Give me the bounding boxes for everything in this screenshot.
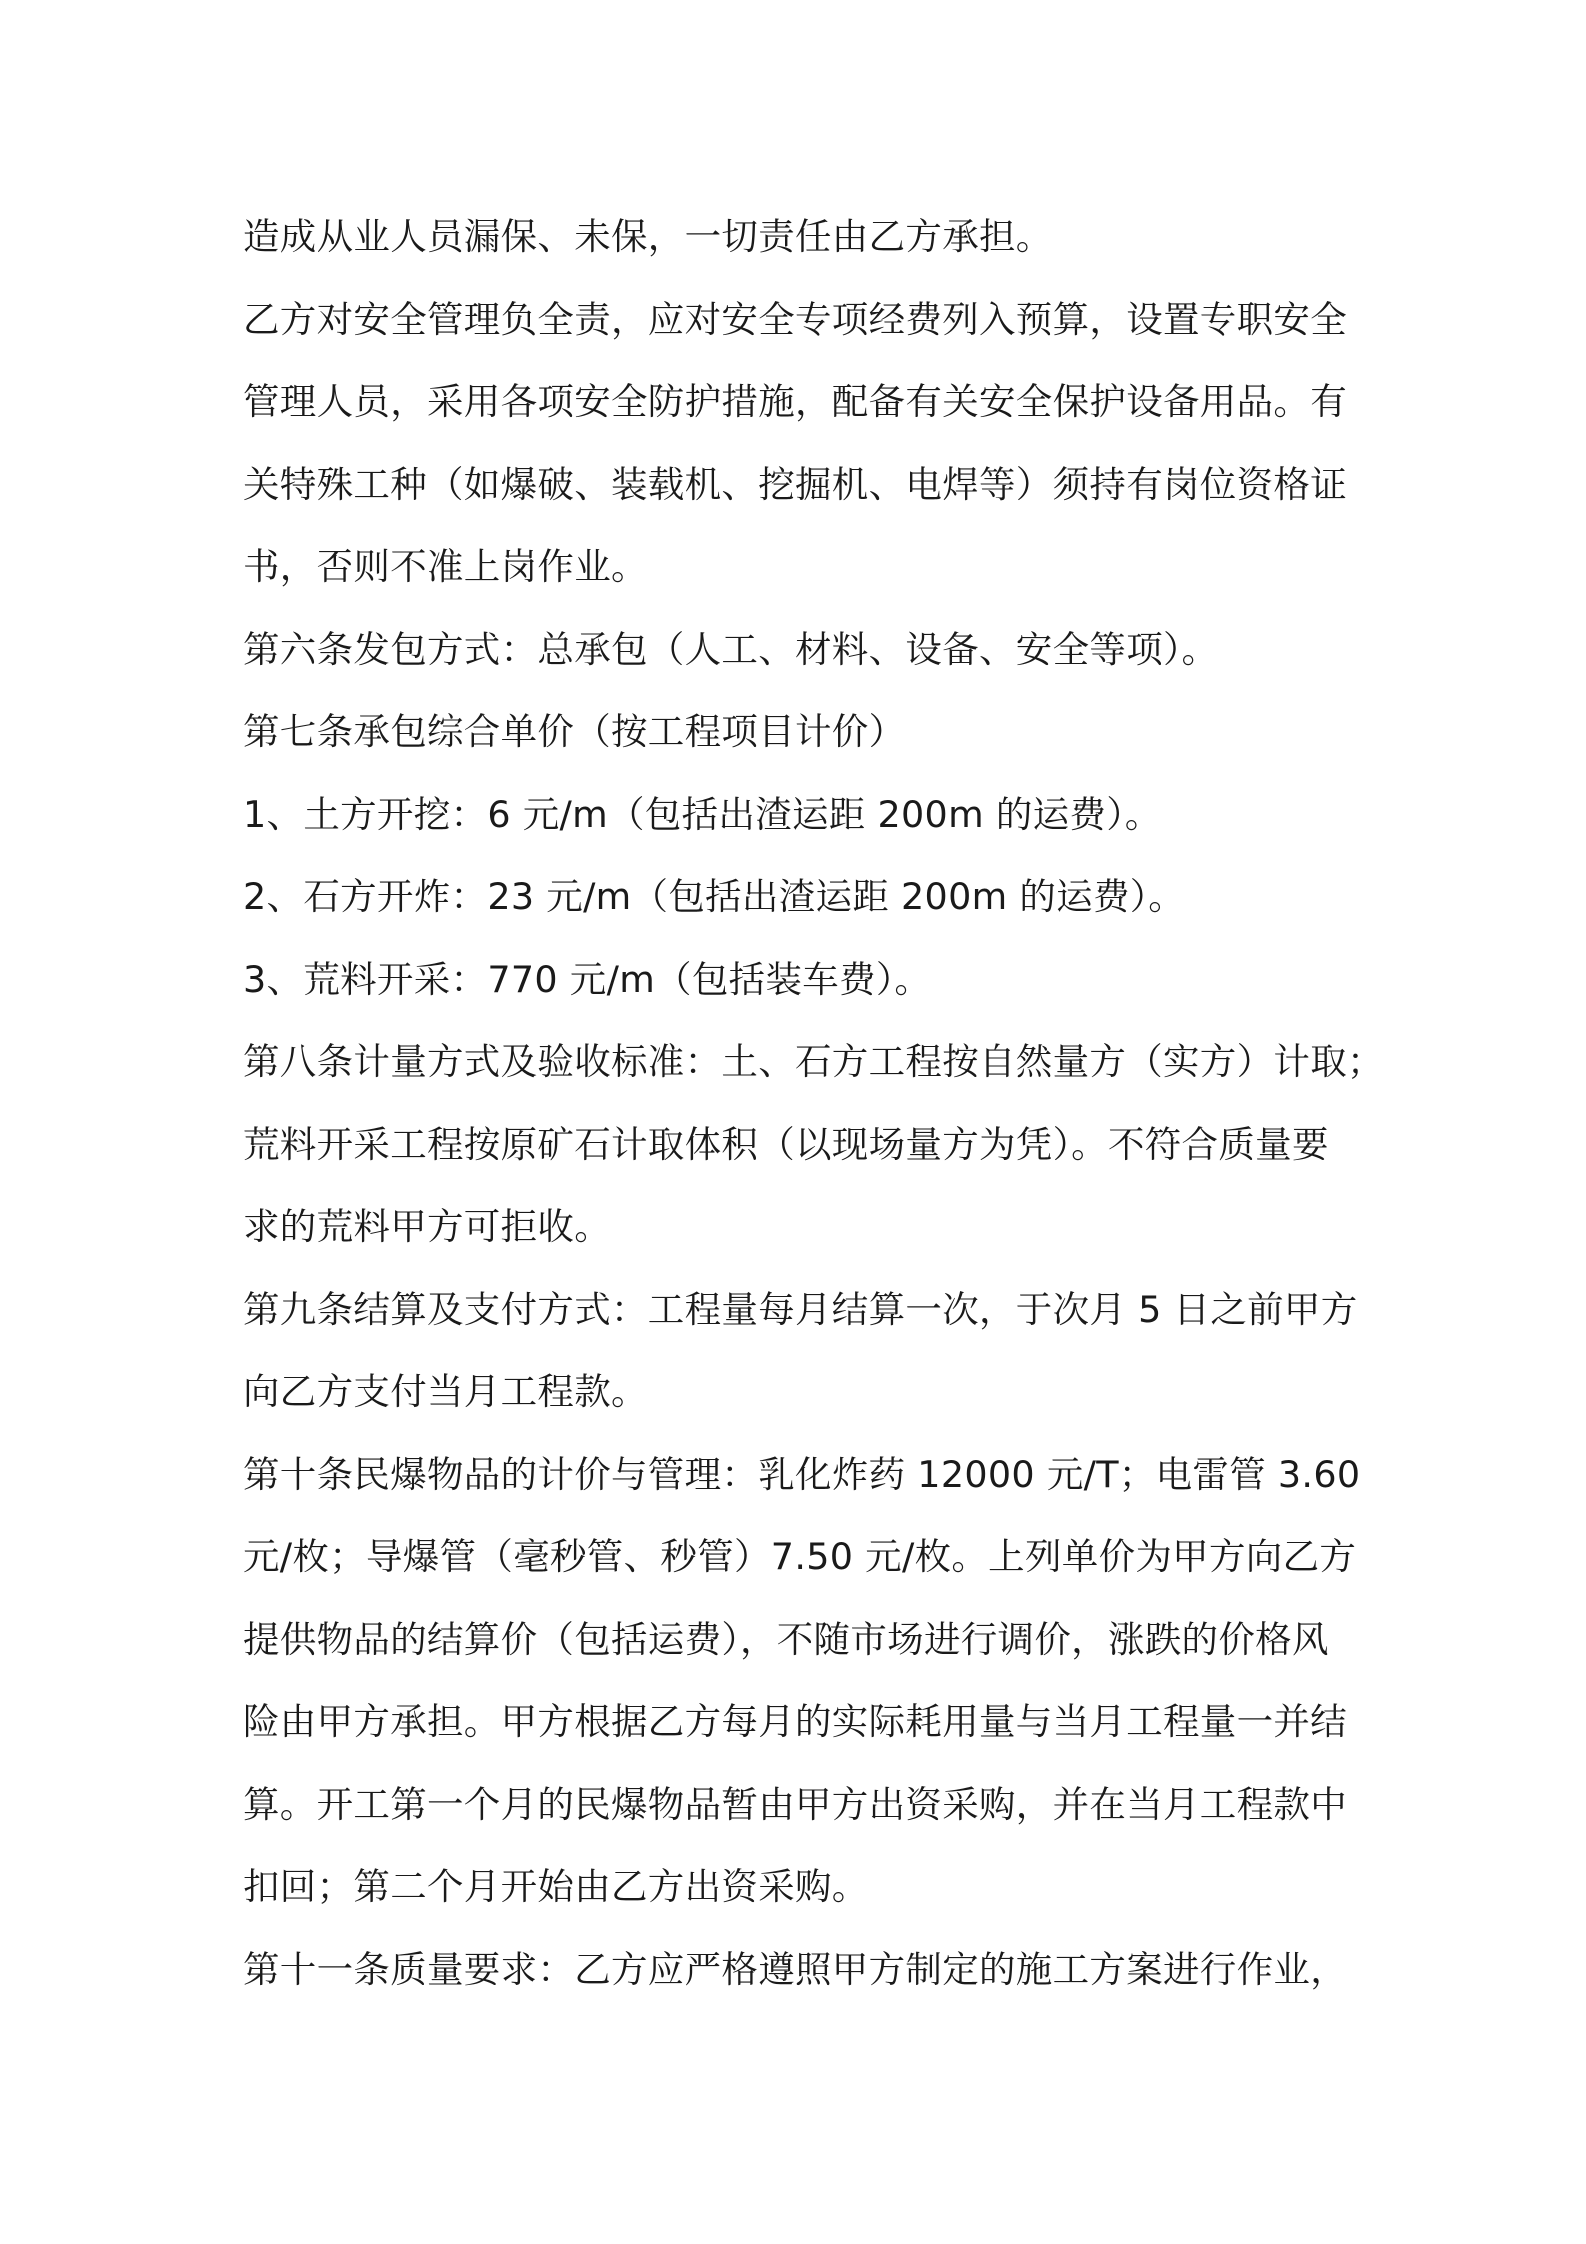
text-line: 求的荒料甲方可拒收。 xyxy=(243,1205,611,1248)
text-line: 提供物品的结算价（包括运费），不随市场进行调价，涨跌的价格风 xyxy=(243,1617,1329,1661)
text-line: 算。开工第一个月的民爆物品暂由甲方出资采购，并在当月工程款中 xyxy=(243,1782,1347,1826)
text-line: 第七条承包综合单价（按工程项目计价） xyxy=(243,710,906,753)
text-line: 元/枚；导爆管（毫秒管、秒管）7.50 元/枚。上列单价为甲方向乙方 xyxy=(243,1535,1357,1578)
text-line: 乙方对安全管理负全责，应对安全专项经费列入预算，设置专职安全 xyxy=(243,297,1347,341)
text-line: 荒料开采工程按原矿石计取体积（以现场量方为凭）。不符合质量要 xyxy=(243,1122,1329,1166)
text-line: 第八条计量方式及验收标准：土、石方工程按自然量方（实方）计取； xyxy=(243,1040,1384,1083)
text-line: 3、荒料开采：770 元/m（包括装车费）。 xyxy=(243,957,932,1001)
text-line: 书，否则不准上岗作业。 xyxy=(243,545,648,588)
text-line: 第九条结算及支付方式：工程量每月结算一次，于次月 5 日之前甲方 xyxy=(243,1287,1358,1331)
text-line: 第十一条质量要求：乙方应严格遵照甲方制定的施工方案进行作业， xyxy=(243,1947,1347,1991)
text-line: 向乙方支付当月工程款。 xyxy=(243,1370,648,1413)
text-line: 造成从业人员漏保、未保，一切责任由乙方承担。 xyxy=(243,215,1053,258)
text-line: 管理人员，采用各项安全防护措施，配备有关安全保护设备用品。有 xyxy=(243,380,1347,423)
text-line: 险由甲方承担。甲方根据乙方每月的实际耗用量与当月工程量一并结 xyxy=(243,1700,1347,1743)
text-line: 2、石方开炸：23 元/m（包括出渣运距 200m 的运费）。 xyxy=(243,875,1186,918)
text-line: 第十条民爆物品的计价与管理：乳化炸药 12000 元/T；电雷管 3.60 xyxy=(243,1452,1361,1496)
text-line: 扣回；第二个月开始由乙方出资采购。 xyxy=(243,1865,869,1908)
text-line: 关特殊工种（如爆破、装载机、挖掘机、电焊等）须持有岗位资格证 xyxy=(243,462,1347,506)
document-body xyxy=(243,196,1384,2011)
text-line: 第六条发包方式：总承包（人工、材料、设备、安全等项）。 xyxy=(243,627,1219,671)
text-line: 1、土方开挖：6 元/m（包括出渣运距 200m 的运费）。 xyxy=(243,792,1162,836)
